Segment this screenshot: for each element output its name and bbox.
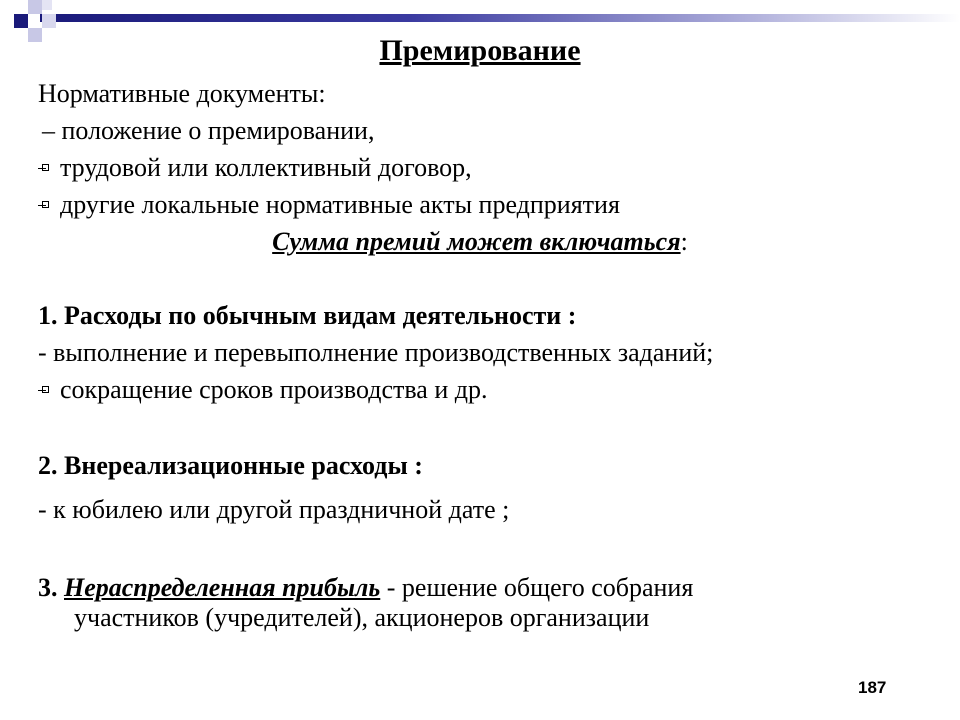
normative-item-text: – положение о премировании, xyxy=(42,116,375,145)
page-number: 187 xyxy=(858,678,887,697)
decor-square xyxy=(42,14,56,28)
section1-item-text: сокращение сроков производства и др. xyxy=(60,375,488,404)
section3-heading-line xyxy=(38,572,693,604)
section2-heading: 2. Внереализационные расходы : xyxy=(38,451,423,480)
slide-title: Премирование xyxy=(379,34,581,67)
section1-heading: 1. Расходы по обычным видам деятельности : xyxy=(38,301,577,330)
sum-heading-text: Сумма премий может включаться xyxy=(272,227,681,256)
normative-heading: Нормативные документы: xyxy=(38,79,326,108)
section3-text: - решение общего собрания xyxy=(380,573,694,602)
normative-item xyxy=(42,115,374,147)
section3-heading: Нераспределенная прибыль xyxy=(64,573,381,602)
window-bullet-icon xyxy=(38,386,50,396)
section1-item xyxy=(38,374,487,406)
decor-square xyxy=(42,0,52,10)
section3-number: 3. xyxy=(38,573,58,602)
normative-item-text: другие локальные нормативные акты предприятия xyxy=(60,190,620,219)
sum-heading xyxy=(0,226,960,258)
top-gradient-bar xyxy=(40,14,960,22)
decor-square xyxy=(28,0,42,14)
normative-item-text: трудовой или коллективный договор, xyxy=(60,153,472,182)
window-bullet-icon xyxy=(38,164,50,174)
normative-item xyxy=(38,189,620,221)
normative-item xyxy=(38,152,472,184)
decor-square xyxy=(14,14,28,28)
section1-item: - выполнение и перевыполнение производственных заданий; xyxy=(38,338,714,367)
section2-item: - к юбилею или другой праздничной дате ; xyxy=(38,495,510,524)
section3-text-line2: участников (учредителей), акционеров организации xyxy=(74,603,650,632)
window-bullet-icon xyxy=(38,201,50,211)
sum-heading-suffix: : xyxy=(680,227,688,256)
